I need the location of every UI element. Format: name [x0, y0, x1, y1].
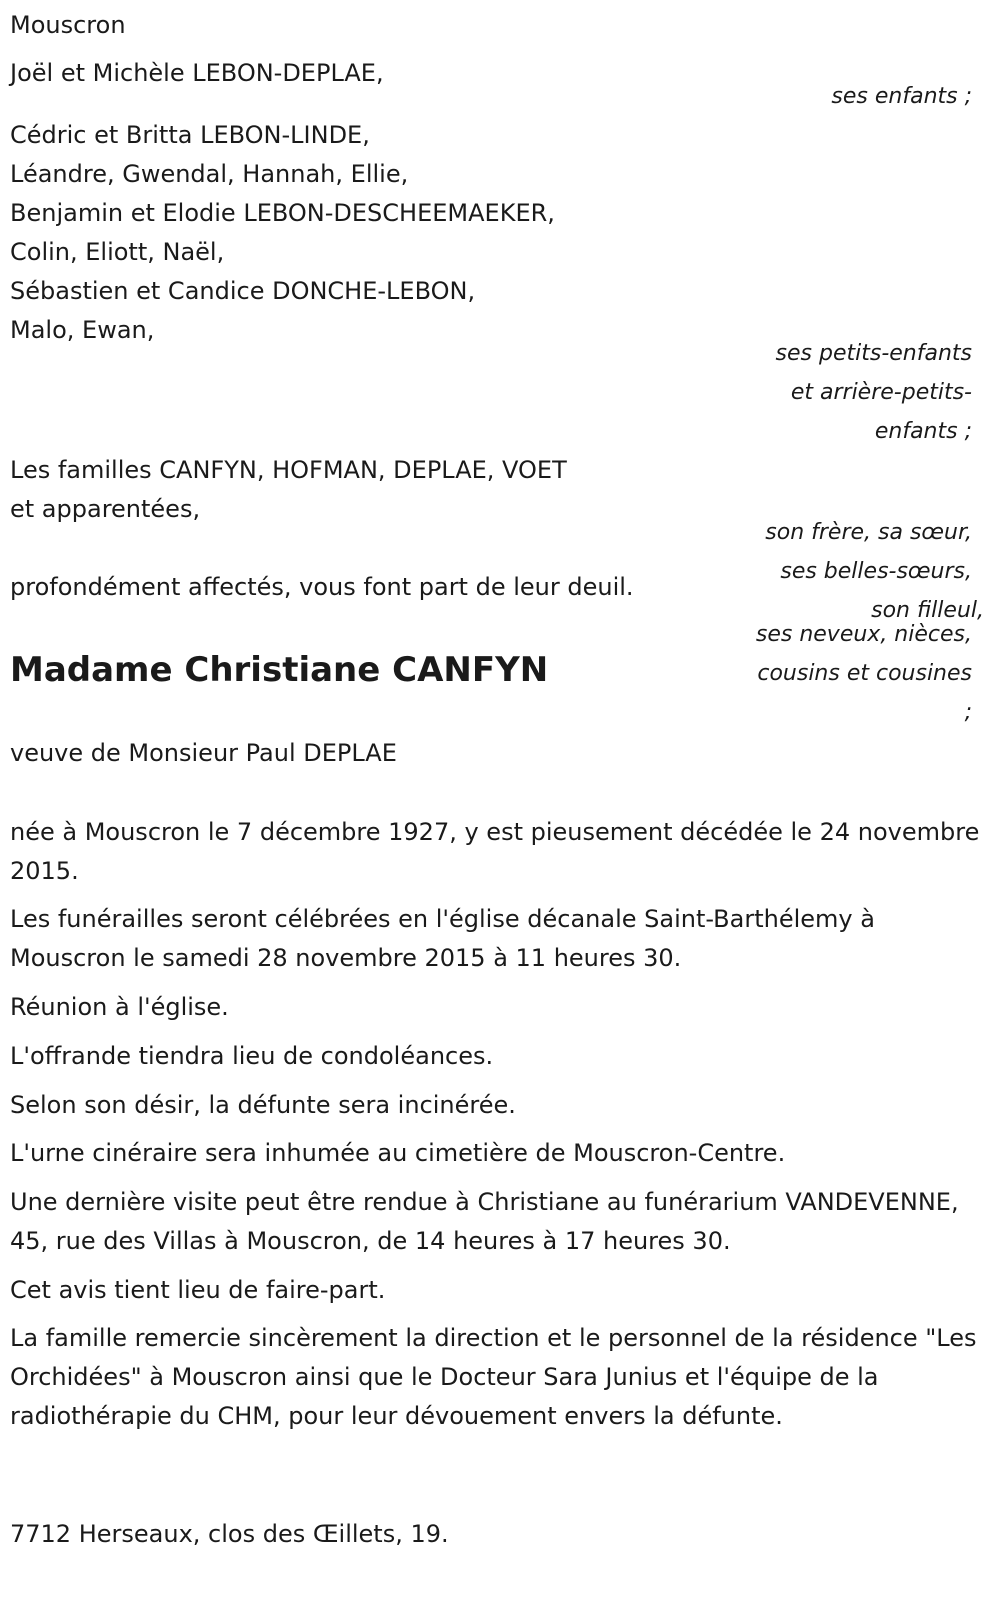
grandchildren-line: Malo, Ewan, [10, 316, 155, 344]
city-heading: Mouscron [10, 11, 126, 39]
relation-other: ses belles-sœurs, [780, 559, 972, 584]
grandchildren-line: Cédric et Britta LEBON-LINDE, [10, 121, 370, 149]
paragraph-reunion: Réunion à l'église. [10, 993, 229, 1021]
families-line: et apparentées, [10, 495, 201, 523]
relation-other: ses neveux, nièces, [755, 622, 972, 647]
affected-line: profondément affectés, vous font part de leur deuil. [10, 573, 634, 601]
grandchildren-line: Sébastien et Candice DONCHE-LEBON, [10, 277, 476, 305]
relation-other: ; [964, 700, 972, 725]
relation-grandchildren: et arrière-petits- [790, 380, 972, 405]
grandchildren-line: Colin, Eliott, Naël, [10, 238, 225, 266]
families-line: Les familles CANFYN, HOFMAN, DEPLAE, VOET [10, 456, 567, 484]
paragraph-urn: L'urne cinéraire sera inhumée au cimetière de Mouscron-Centre. [10, 1139, 786, 1167]
paragraph-offering: L'offrande tiendra lieu de condoléances. [10, 1042, 494, 1070]
deceased-name: Madame Christiane CANFYN [10, 650, 549, 690]
paragraph-cremation: Selon son désir, la défunte sera incinérée. [10, 1091, 516, 1119]
relation-grandchildren: enfants ; [874, 419, 972, 444]
children-names: Joël et Michèle LEBON-DEPLAE, [10, 59, 384, 87]
grandchildren-line: Léandre, Gwendal, Hannah, Ellie, [10, 160, 409, 188]
relation-other: son filleul, [871, 598, 984, 623]
paragraph-notice: Cet avis tient lieu de faire-part. [10, 1276, 386, 1304]
paragraph-thanks: La famille remercie sincèrement la direction et le personnel de la résidence "Les Orchidées" à Mouscron ainsi que le Docteur Sara Junius et l'équipe de la radiothérapie du CHM, pour leur dévouement envers la défunte. [10, 1324, 977, 1430]
relation-other: son frère, sa sœur, [765, 520, 972, 545]
relation-children: ses enfants ; [831, 84, 972, 109]
grandchildren-line: Benjamin et Elodie LEBON-DESCHEEMAEKER, [10, 199, 555, 227]
address: 7712 Herseaux, clos des Œillets, 19. [10, 1520, 449, 1548]
paragraph-funeral: Les funérailles seront célébrées en l'église décanale Saint-Barthélemy à Mouscron le samedi 28 novembre 2015 à 11 heures 30. [10, 905, 875, 972]
paragraph-birth-death: née à Mouscron le 7 décembre 1927, y est pieusement décédée le 24 novembre 2015. [10, 818, 980, 885]
relation-other: cousins et cousines [757, 661, 972, 686]
paragraph-visit: Une dernière visite peut être rendue à Christiane au funérarium VANDEVENNE, 45, rue des Villas à Mouscron, de 14 heures à 17 heures 30. [10, 1188, 959, 1255]
relation-grandchildren: ses petits-enfants [775, 341, 972, 366]
widow-of: veuve de Monsieur Paul DEPLAE [10, 739, 397, 767]
